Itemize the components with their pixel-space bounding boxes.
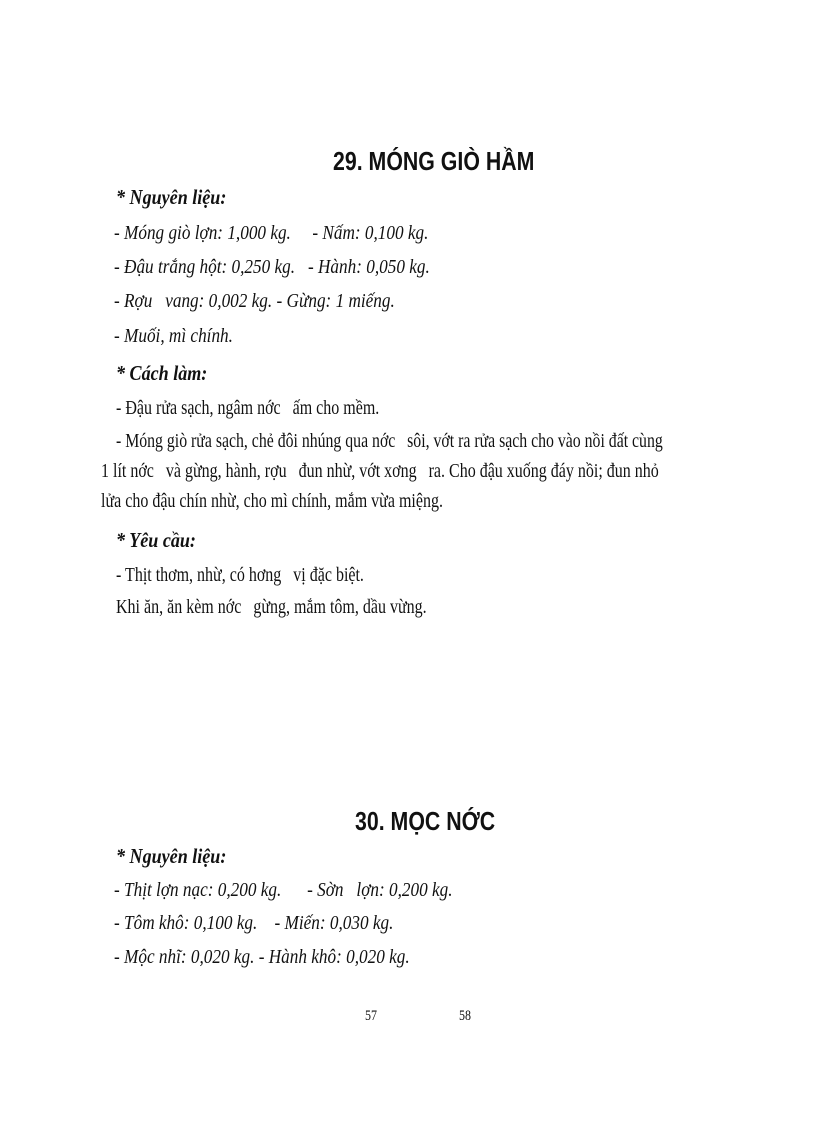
page-number-right: 58 bbox=[459, 1008, 471, 1024]
recipe-29-method-line: - Móng giò rửa sạch, chẻ đôi nhúng qua nớc sôi, vớt ra rửa sạch cho vào nồi đất cùng bbox=[116, 430, 663, 452]
recipe-29-method-line: 1 lít nớc và gừng, hành, rợu đun nhừ, vớt xơng ra. Cho đậu xuống đáy nồi; đun nhỏ bbox=[101, 460, 659, 482]
recipe-29-title: 29. MÓNG GIÒ HẦM bbox=[333, 146, 535, 176]
recipe-29-ingredients-heading: * Nguyên liệu: bbox=[116, 185, 227, 209]
recipe-29-method-line: lửa cho đậu chín nhừ, cho mì chính, mắm vừa miệng. bbox=[101, 490, 443, 512]
recipe-30-ingredient-line: - Tôm khô: 0,100 kg. - Miến: 0,030 kg. bbox=[114, 912, 394, 934]
recipe-29-ingredient-line: - Đậu trắng hột: 0,250 kg. - Hành: 0,050 kg. bbox=[114, 256, 430, 278]
page-number-left: 57 bbox=[365, 1008, 377, 1024]
recipe-30-ingredient-line: - Thịt lợn nạc: 0,200 kg. - Sờn lợn: 0,200 kg. bbox=[114, 879, 453, 901]
recipe-29-requirement-line: - Thịt thơm, nhừ, có hơng vị đặc biệt. bbox=[116, 564, 364, 586]
recipe-29-requirement-line: Khi ăn, ăn kèm nớc gừng, mắm tôm, dầu vừng. bbox=[116, 596, 427, 618]
recipe-29-requirements-heading: * Yêu cầu: bbox=[116, 528, 196, 552]
recipe-30-ingredient-line: - Mộc nhĩ: 0,020 kg. - Hành khô: 0,020 kg. bbox=[114, 946, 410, 968]
recipe-29-ingredient-line: - Muối, mì chính. bbox=[114, 325, 233, 347]
recipe-29-method-line: - Đậu rửa sạch, ngâm nớc ấm cho mềm. bbox=[116, 397, 380, 419]
recipe-30-ingredients-heading: * Nguyên liệu: bbox=[116, 844, 227, 868]
recipe-29-ingredient-line: - Rợu vang: 0,002 kg. - Gừng: 1 miếng. bbox=[114, 290, 395, 312]
recipe-30-title: 30. MỌC NỚC bbox=[355, 806, 496, 836]
recipe-29-method-heading: * Cách làm: bbox=[116, 361, 208, 385]
recipe-29-ingredient-line: - Móng giò lợn: 1,000 kg. - Nấm: 0,100 kg. bbox=[114, 222, 429, 244]
